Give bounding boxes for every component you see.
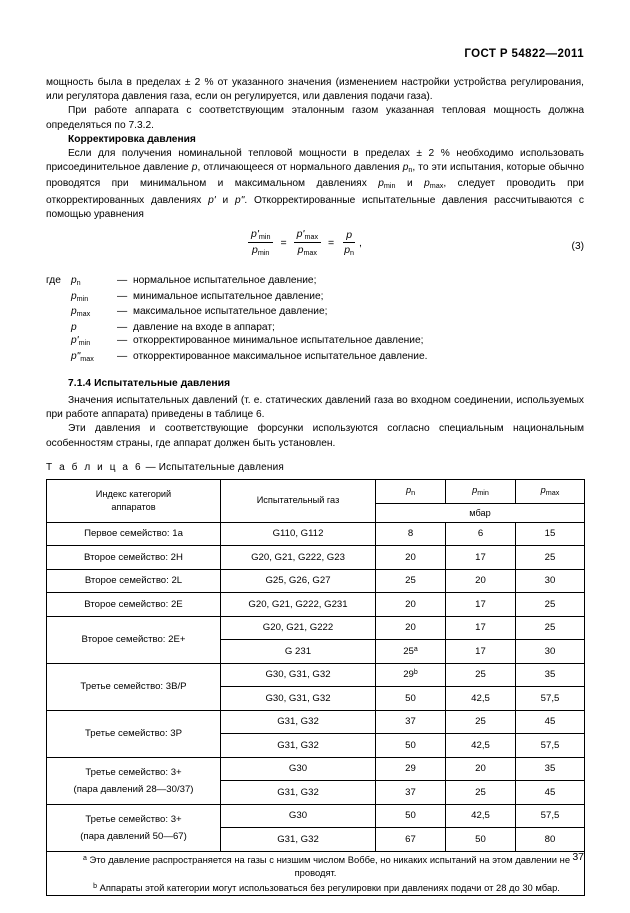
table-caption [46, 462, 584, 473]
symbol-pmin: p [378, 178, 384, 190]
equation-3 [46, 228, 584, 268]
cell-pmin: 6 [446, 522, 516, 546]
section-heading-7-1-4: 7.1.4 Испытательные давления [68, 377, 231, 389]
cell-gas: G30, G31, G32 [221, 663, 376, 687]
table-caption-dash: — [142, 461, 159, 473]
cell-pmax: 15 [516, 522, 585, 546]
cell-gas: G31, G32 [221, 734, 376, 758]
cell-pn: 29 [376, 757, 446, 781]
equation-expression [246, 228, 362, 257]
cell-category: Второе семейство: 2Е [47, 593, 221, 617]
cell-pn: 25$^a$ [376, 640, 446, 664]
definition-dash: — [117, 321, 128, 333]
cell-pmax: 25 [516, 616, 585, 640]
cell-category-line1: Третье семейство: 3+ [85, 766, 182, 778]
definition-row [46, 274, 584, 290]
cell-pmax: 57,5 [516, 734, 585, 758]
cell-pmin: 17 [446, 616, 516, 640]
fraction-pmin-corrected [248, 228, 273, 257]
cell-pmin: 20 [446, 569, 516, 593]
heading-pressure-correction: Корректировка давления [68, 133, 196, 145]
header-pmax: $p_{max}$ [516, 479, 585, 503]
header-unit-mbar: мбар [376, 503, 585, 522]
cell-pn: 20 [376, 546, 446, 570]
symbol-pmin-sub: min [383, 181, 396, 191]
cell-pmin: 20 [446, 757, 516, 781]
symbol-definitions-list [46, 274, 584, 366]
cell-pmax: 45 [516, 781, 585, 805]
cell-pmax: 45 [516, 710, 585, 734]
cell-pmin: 25 [446, 710, 516, 734]
fraction-p-over-pn [341, 229, 357, 257]
cell-category: Второе семейство: 2Н [47, 546, 221, 570]
cell-category-line1: Третье семейство: 3+ [85, 813, 182, 825]
header-pn: $p_n$ [376, 479, 446, 503]
fraction-denominator: $p_{max}$ [297, 244, 318, 258]
cell-category: Третье семейство: 3В/Р [47, 663, 221, 710]
symbol-pmax-sub: max [429, 181, 444, 191]
page-number: 37 [572, 851, 584, 863]
definition-text: откорректированное минимальное испытательное давление; [133, 335, 424, 347]
definition-row [46, 290, 584, 306]
body-text-block [46, 76, 584, 896]
table-6-test-pressures [46, 479, 585, 896]
table-row [47, 710, 585, 734]
cell-category: Третье семейство: 3Р [47, 710, 221, 757]
fraction-denominator: $p_n$ [344, 243, 355, 257]
table-row [47, 546, 585, 570]
cell-pn: 29$^b$ [376, 663, 446, 687]
footnote-marker-a: a [82, 854, 87, 862]
table-row [47, 804, 585, 828]
definition-dash: — [117, 351, 128, 363]
symbol-pmax: p [424, 178, 430, 190]
cell-pn: 50 [376, 687, 446, 711]
cell-pn: 20 [376, 616, 446, 640]
cell-pmin: 17 [446, 546, 516, 570]
cell-category: Первое семейство: 1а [47, 522, 221, 546]
cell-gas: G31, G32 [221, 781, 376, 805]
fraction-numerator: $p'_{max}$ [294, 228, 321, 243]
cell-pmin: 17 [446, 593, 516, 617]
footnote-marker-b: b [93, 883, 97, 891]
table-row [47, 569, 585, 593]
cell-category: Второе семейство: 2Е+ [47, 616, 221, 663]
header-pmin: $p_{min}$ [446, 479, 516, 503]
header-test-gas: Испытательный газ [221, 479, 376, 522]
definition-text: давление на входе в аппарат; [133, 321, 275, 333]
cell-gas: G30 [221, 804, 376, 828]
paragraph-reference-gas: При работе аппарата с соответствующим эталонным газом указанная тепловая мощность должна определяться по 7.3.2. [46, 105, 584, 131]
cell-gas: G20, G21, G222 [221, 616, 376, 640]
definition-symbol: $p_n$ [71, 275, 81, 288]
definition-text: максимальное испытательное давление; [133, 306, 328, 318]
table-header-row [47, 479, 585, 503]
definition-symbol: $p_{max}$ [71, 306, 91, 319]
definition-dash: — [117, 306, 128, 318]
footnote-a: $^a$ Это давление распространяется на газы с низшим числом Воббе, но никаких испытаний на этом давлении не проводят. [82, 853, 571, 879]
definition-text: минимальное испытательное давление; [133, 290, 324, 302]
cell-category [47, 804, 221, 851]
cell-pmax: 57,5 [516, 804, 585, 828]
table-caption-label: Т а б л и ц а 6 [46, 461, 143, 473]
symbol-pn: p [402, 162, 409, 174]
cell-pn: 20 [376, 593, 446, 617]
table-caption-title: Испытательные давления [158, 461, 284, 473]
paragraph-power-limits: мощность была в пределах ± 2 % от указанного значения (изменением настройки устройства регулирования, или регулятора давления газа, если он регулируется, или давления подачи газа). [46, 77, 584, 103]
cell-pmin: 50 [446, 828, 516, 852]
cell-pmin: 25 [446, 663, 516, 687]
definition-symbol: $p"_{max}$ [71, 351, 94, 364]
cell-pn: 8 [376, 522, 446, 546]
symbol-pn-sub: n [408, 165, 413, 175]
cell-pmin: 25 [446, 781, 516, 805]
definition-row [46, 321, 584, 335]
footnote-marker-a: a [413, 645, 418, 653]
cell-pmax: 35 [516, 663, 585, 687]
definition-text: откорректированное максимальное испытательное давление. [133, 351, 428, 363]
paragraph-pressure-correction: Если для получения номинальной тепловой мощности в пределах ± 2 % необходимо использовать присоединительное давление p, отличающееся от нормального давления $p_n$, то эти испытания, которые обычно проводятся при минимальном и максимальном давлениях $p_{min}$ и $p_{max}$, следует проводить при откорректированных давлениях p' и p". Откорректированные испытательные давления рассчитываются с помощью уравнения [46, 148, 585, 220]
cell-pn: 37 [376, 781, 446, 805]
cell-gas: G25, G26, G27 [221, 569, 376, 593]
definition-row [46, 305, 584, 321]
cell-gas: G31, G32 [221, 710, 376, 734]
table-body [47, 522, 585, 895]
cell-pn: 50 [376, 734, 446, 758]
paragraph-nozzles-usage: Эти давления и соответствующие форсунки используются согласно специальным национальным особенностям страны, где аппарат должен быть установлен. [46, 423, 584, 449]
cell-category-line2: (пара давлений 28—30/37) [73, 783, 194, 795]
cell-pmax: 30 [516, 640, 585, 664]
cell-pmin: 42,5 [446, 734, 516, 758]
cell-pmax: 25 [516, 546, 585, 570]
table-head [47, 479, 585, 522]
definition-text: нормальное испытательное давление; [133, 275, 317, 287]
cell-pn: 37 [376, 710, 446, 734]
fraction-denominator: $p_{min}$ [252, 244, 270, 258]
definition-row [46, 334, 584, 350]
fraction-numerator: $p'_{min}$ [248, 228, 273, 243]
symbol-p-prime: p' [208, 194, 216, 206]
symbol-p-double-prime: p" [235, 194, 245, 206]
cell-gas: G20, G21, G222, G23 [221, 546, 376, 570]
cell-gas: G30, G31, G32 [221, 687, 376, 711]
fraction-numerator: p [343, 229, 355, 243]
cell-category [47, 757, 221, 804]
definition-dash: — [117, 275, 128, 287]
definition-dash: — [117, 290, 128, 302]
cell-category-line2: (пара давлений 50—67) [80, 830, 187, 842]
cell-pmax: 35 [516, 757, 585, 781]
cell-pmin: 17 [446, 640, 516, 664]
table-row [47, 663, 585, 687]
cell-gas: G30 [221, 757, 376, 781]
cell-pmin: 42,5 [446, 687, 516, 711]
standard-header: ГОСТ Р 54822—2011 [464, 48, 584, 60]
cell-pmax: 57,5 [516, 687, 585, 711]
table-footnotes-row [47, 851, 585, 895]
equals-sign-2: = [328, 236, 335, 249]
cell-category: Второе семейство: 2L [47, 569, 221, 593]
paragraph-test-pressures-values: Значения испытательных давлений (т. е. статических давлений газа во входном соединении, используемых при работе аппарата) приведены в таблице 6. [46, 394, 584, 421]
definition-row [46, 350, 584, 366]
footnote-b: $^b$ Аппараты этой категории могут использоваться без регулировки при давлениях подачи от 28 до 30 мбар. [93, 882, 560, 894]
header-category-index: Индекс категорий аппаратов [47, 479, 221, 522]
table-row [47, 593, 585, 617]
cell-pn: 25 [376, 569, 446, 593]
cell-pmax: 25 [516, 593, 585, 617]
definition-symbol: $p'_{min}$ [71, 335, 91, 348]
equals-sign-1: = [280, 236, 287, 249]
cell-footnotes [47, 851, 585, 895]
cell-pmin: 42,5 [446, 804, 516, 828]
cell-pmax: 80 [516, 828, 585, 852]
fraction-pmax-corrected [294, 228, 321, 257]
cell-gas: G31, G32 [221, 828, 376, 852]
definition-symbol: $p_{min}$ [71, 290, 89, 303]
footnote-marker-b: b [413, 669, 418, 677]
cell-pmax: 30 [516, 569, 585, 593]
cell-gas: G110, G112 [221, 522, 376, 546]
where-label: где [46, 275, 61, 287]
cell-pn: 67 [376, 828, 446, 852]
equation-number: (3) [571, 241, 584, 253]
definition-symbol: p [71, 321, 77, 333]
cell-gas: G20, G21, G222, G231 [221, 593, 376, 617]
cell-pn: 50 [376, 804, 446, 828]
symbol-p: p [191, 162, 198, 174]
table-row [47, 757, 585, 781]
definition-dash: — [117, 335, 128, 347]
table-row [47, 522, 585, 546]
equation-comma: , [359, 236, 362, 249]
table-row [47, 616, 585, 640]
cell-gas: G 231 [221, 640, 376, 664]
